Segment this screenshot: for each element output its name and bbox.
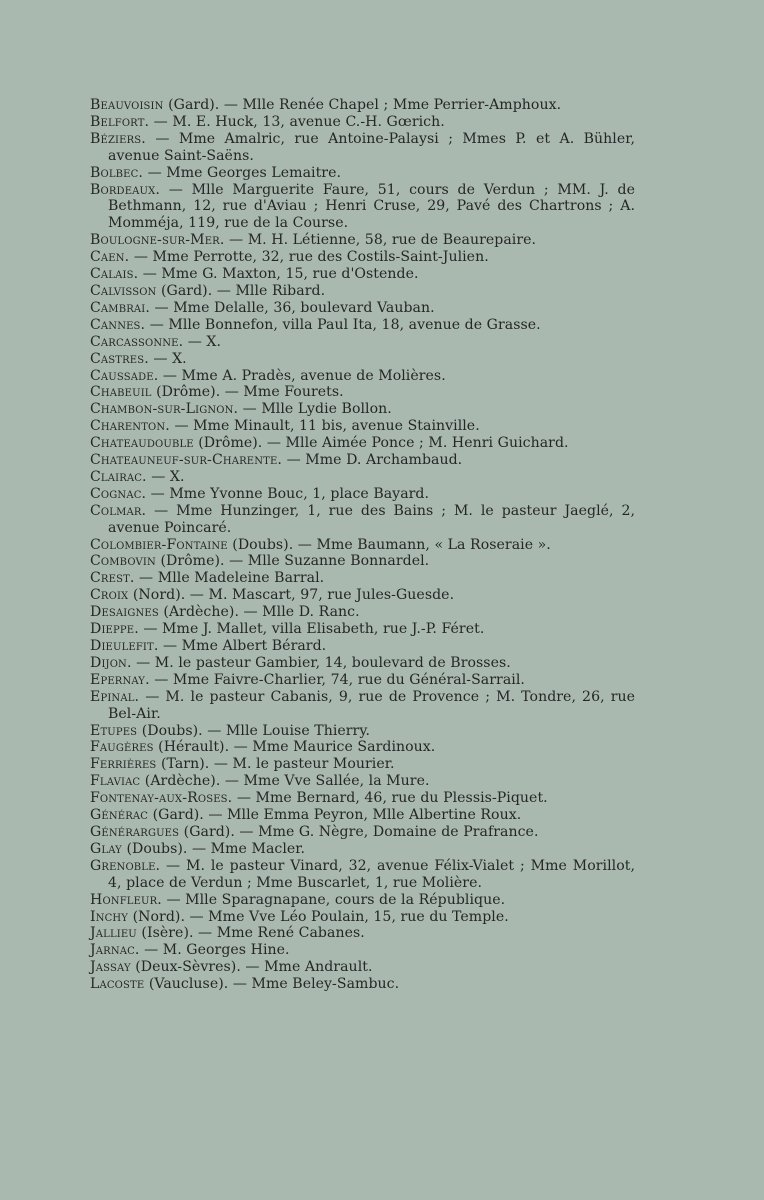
entry-text: — Mme G. Maxton, 15, rue d'Ostende. [142, 266, 419, 283]
entry-text: (Gard). — Mlle Ribard. [161, 282, 326, 299]
entry-place: Calvisson [90, 282, 157, 299]
list-item [90, 334, 635, 351]
entry-text: — Mme Albert Bérard. [163, 638, 327, 654]
list-item [90, 925, 635, 942]
list-item [90, 604, 635, 621]
entry-text: — M. E. Huck, 13, avenue C.-H. Gœrich. [153, 113, 445, 130]
entry-text: (Doubs). — Mlle Louise Thierry. [141, 722, 371, 739]
list-item [90, 503, 635, 537]
list-item [90, 689, 635, 723]
entry-place: Honfleur. [90, 891, 162, 908]
entry-place: Etupes [90, 722, 138, 739]
list-item [90, 553, 635, 570]
entry-text: — Mlle Bonnefon, villa Paul Ita, 18, avenue de Grasse. [149, 316, 541, 333]
list-item [90, 909, 635, 926]
entry-text: — Mme Amalric, rue Antoine-Palaysi ; Mmes P. et A. Bühler, avenue Saint-Saëns. [108, 130, 636, 164]
list-item [90, 959, 635, 976]
entry-place: Charenton. [90, 418, 170, 435]
entry-place: Carcassonne. [90, 333, 184, 350]
entry-text: — Mme Faivre-Charlier, 74, rue du Général-Sarrail. [154, 671, 525, 688]
entry-place: Clairac. [90, 468, 147, 485]
entry-text: (Nord). — Mme Vve Léo Poulain, 15, rue du Temple. [132, 908, 509, 925]
entry-text: (Gard). — Mlle Emma Peyron, Mlle Albertine Roux. [152, 807, 522, 824]
entry-place: Boulogne-sur-Mer. [90, 232, 225, 249]
entry-place: Chambon-sur-Lignon. [90, 401, 239, 418]
entry-text: (Drôme). — Mlle Suzanne Bonnardel. [160, 553, 430, 570]
list-item [90, 300, 635, 317]
entry-place: Fontenay-aux-Roses. [90, 790, 233, 807]
entry-text: — X. [153, 350, 187, 367]
entry-text: (Vaucluse). — Mme Beley-Sambuc. [148, 976, 400, 993]
entry-place: Dieppe. [90, 621, 139, 638]
entry-text: — M. H. Létienne, 58, rue de Beaurepaire. [229, 232, 537, 249]
entry-text: — X. [151, 468, 185, 485]
list-item [90, 114, 635, 131]
entry-place: Chateauneuf-sur-Charente. [90, 452, 283, 469]
entry-text: (Doubs). — Mme Baumann, « La Roseraie ». [232, 536, 551, 553]
list-item [90, 317, 635, 334]
entry-place: Inchy [90, 908, 129, 925]
entry-place: Générargues [90, 823, 180, 840]
list-item [90, 942, 635, 959]
entry-text: — Mme Bernard, 46, rue du Plessis-Piquet. [236, 790, 548, 807]
entry-text: (Drôme). — Mme Fourets. [156, 384, 344, 401]
entry-place: Jallieu [90, 925, 137, 942]
entry-text: (Doubs). — Mme Macler. [126, 840, 306, 857]
entry-text: (Gard). — Mlle Renée Chapel ; Mme Perrier-Amphoux. [168, 97, 562, 113]
list-item [90, 638, 635, 655]
list-item [90, 655, 635, 672]
entry-place: Dijon. [90, 654, 132, 671]
entry-place: Dieulefit. [90, 638, 159, 654]
entry-place: Faugères [90, 739, 154, 756]
list-item [90, 283, 635, 300]
entry-text: — M. le pasteur Cabanis, 9, rue de Provence ; M. Tondre, 26, rue Bel-Air. [108, 688, 636, 722]
entry-text: (Nord). — M. Mascart, 97, rue Jules-Guesde. [132, 587, 455, 604]
entry-text: (Isère). — Mme René Cabanes. [141, 925, 365, 942]
entry-text: — Mme D. Archambaud. [286, 452, 463, 469]
entry-place: Colmar. [90, 502, 147, 519]
entry-place: Epernay. [90, 671, 150, 688]
list-item [90, 418, 635, 435]
entry-text: (Ardèche). — Mlle D. Ranc. [163, 604, 360, 621]
entry-text: (Deux-Sèvres). — Mme Andrault. [135, 959, 373, 976]
entry-place: Chabeuil [90, 384, 152, 401]
entry-place: Castres. [90, 350, 149, 367]
list-item [90, 232, 635, 249]
entry-list [90, 97, 635, 993]
entry-text: — Mme Delalle, 36, boulevard Vauban. [154, 299, 435, 316]
list-item [90, 469, 635, 486]
entry-text: — Mme Minault, 11 bis, avenue Stainville. [174, 418, 480, 435]
entry-text: — Mlle Madeleine Barral. [139, 570, 325, 587]
entry-place: Ferrières [90, 756, 157, 773]
entry-text: — M. le pasteur Vinard, 32, avenue Félix-Vialet ; Mme Morillot, 4, place de Verdun ; Mme Buscarlet, 1, rue Molière. [108, 857, 635, 891]
entry-place: Jassay [90, 959, 131, 976]
entry-text: — Mme Perrotte, 32, rue des Costils-Saint-Julien. [133, 249, 489, 266]
entry-text: — Mme A. Pradès, avenue de Molières. [162, 367, 446, 384]
entry-text: — Mme Georges Lemaitre. [147, 164, 341, 181]
list-item [90, 266, 635, 283]
entry-text: (Drôme). — Mlle Aimée Ponce ; M. Henri Guichard. [198, 435, 569, 452]
entry-place: Grenoble. [90, 857, 161, 874]
entry-place: Colombier-Fontaine [90, 536, 228, 553]
entry-text: — Mme Hunzinger, 1, rue des Bains ; M. le pasteur Jaeglé, 2, avenue Poincaré. [108, 502, 635, 536]
list-item [90, 351, 635, 368]
list-item [90, 249, 635, 266]
entry-text: — Mlle Sparagnapane, cours de la République. [166, 891, 506, 908]
entry-place: Caen. [90, 249, 130, 266]
entry-place: Calais. [90, 266, 139, 283]
entry-place: Glay [90, 840, 122, 857]
entry-place: Lacoste [90, 976, 145, 993]
list-item [90, 773, 635, 790]
entry-place: Epinal. [90, 688, 140, 705]
list-item [90, 807, 635, 824]
list-item [90, 97, 635, 114]
entry-place: Croix [90, 587, 129, 604]
entry-place: Beauvoisin [90, 97, 164, 113]
entry-text: (Ardèche). — Mme Vve Sallée, la Mure. [144, 773, 430, 790]
entry-place: Bordeaux. [90, 181, 161, 198]
entry-text: — M. Georges Hine. [144, 942, 290, 959]
entry-place: Cambrai. [90, 299, 150, 316]
entry-place: Bolbec. [90, 164, 144, 181]
entry-place: Chateaudouble [90, 435, 194, 452]
list-item [90, 723, 635, 740]
entry-text: (Tarn). — M. le pasteur Mourier. [160, 756, 395, 773]
entry-place: Jarnac. [90, 942, 140, 959]
entry-place: Béziers. [90, 130, 146, 147]
entry-place: Belfort. [90, 113, 150, 130]
entry-text: — Mlle Marguerite Faure, 51, cours de Verdun ; MM. J. de Bethmann, 12, rue d'Aviau ; Henri Cruse, 29, Pavé des Chartrons ; A. Momméja, 119, rue de la Course. [108, 181, 636, 232]
list-item [90, 756, 635, 773]
list-item [90, 976, 635, 993]
list-item [90, 486, 635, 503]
list-item [90, 739, 635, 756]
list-item [90, 537, 635, 554]
entry-text: (Gard). — Mme G. Nègre, Domaine de Prafrance. [183, 823, 539, 840]
entry-place: Crest. [90, 570, 135, 587]
list-item [90, 570, 635, 587]
entry-text: — Mme Yvonne Bouc, 1, place Bayard. [150, 485, 430, 502]
list-item [90, 435, 635, 452]
list-item [90, 841, 635, 858]
list-item [90, 131, 635, 165]
entry-place: Cannes. [90, 316, 146, 333]
list-item [90, 401, 635, 418]
list-item [90, 368, 635, 385]
list-item [90, 182, 635, 233]
entry-place: Combovin [90, 553, 156, 570]
entry-place: Caussade. [90, 367, 159, 384]
list-item [90, 824, 635, 841]
list-item [90, 672, 635, 689]
entry-text: — Mlle Lydie Bollon. [242, 401, 392, 418]
entry-place: Générac [90, 807, 149, 824]
entry-text: — Mme J. Mallet, villa Elisabeth, rue J.-P. Féret. [143, 621, 485, 638]
entry-place: Desaignes [90, 604, 159, 621]
list-item [90, 621, 635, 638]
entry-place: Flaviac [90, 773, 141, 790]
entry-text: — M. le pasteur Gambier, 14, boulevard de Brosses. [136, 654, 511, 671]
entry-place: Cognac. [90, 485, 147, 502]
list-item [90, 165, 635, 182]
list-item [90, 452, 635, 469]
list-item [90, 892, 635, 909]
entry-text: — X. [187, 333, 222, 350]
list-item [90, 384, 635, 401]
list-item [90, 587, 635, 604]
list-item [90, 858, 635, 892]
entry-text: (Hérault). — Mme Maurice Sardinoux. [158, 739, 436, 756]
list-item [90, 790, 635, 807]
